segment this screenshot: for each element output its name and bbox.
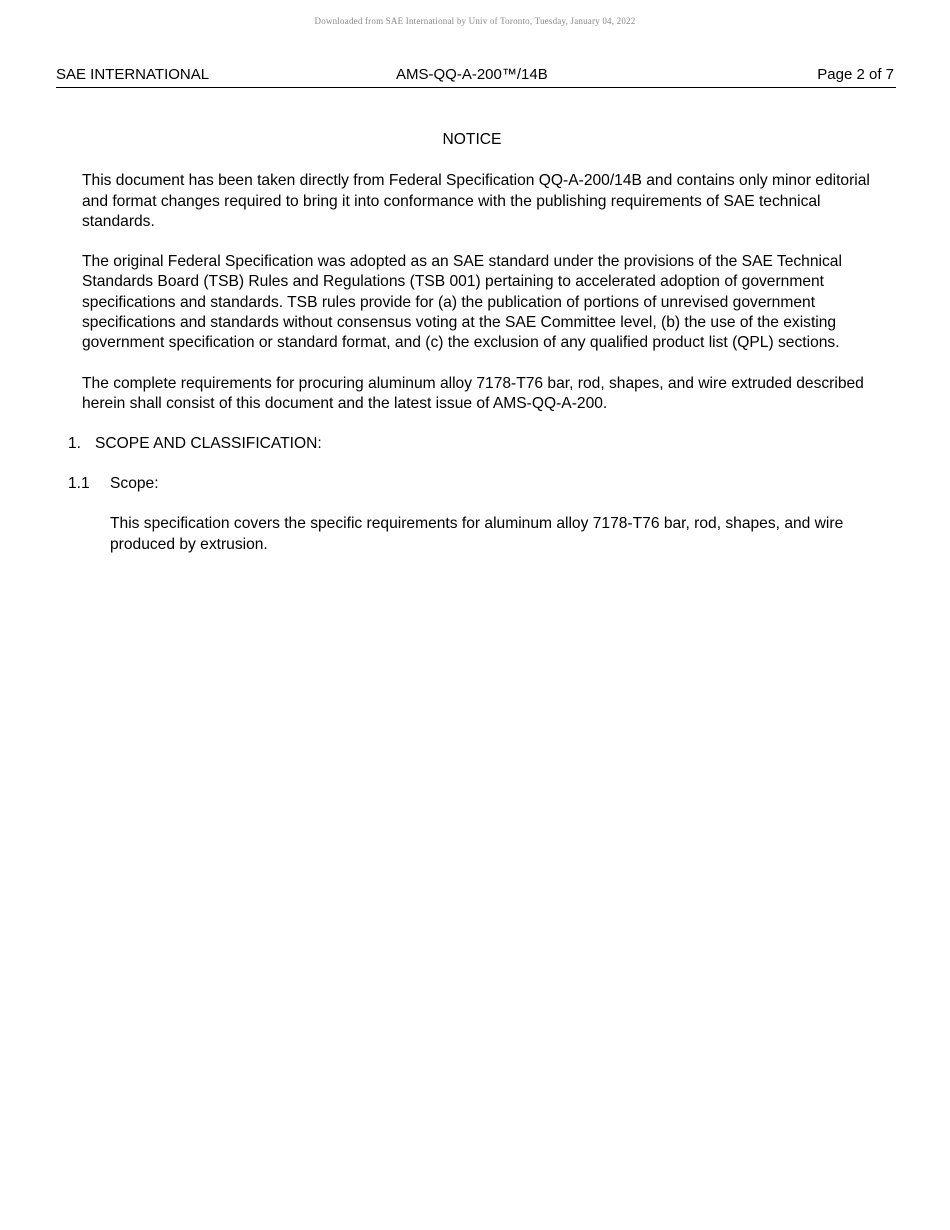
notice-heading: NOTICE <box>442 131 502 148</box>
section-title: Scope: <box>110 475 159 493</box>
section-title: SCOPE AND CLASSIFICATION: <box>95 435 322 453</box>
section-1-1-heading <box>0 474 950 494</box>
notice-paragraph: This document has been taken directly from Federal Specification QQ-A-200/14B and contains only minor editorial and format changes required to bring it into conformance with the publishing requirements of SAE technical standards. <box>82 172 870 230</box>
scope-paragraph: This specification covers the specific requirements for aluminum alloy 7178-T76 bar, rod, shapes, and wire produced by extrusion. <box>110 515 844 553</box>
download-watermark: Downloaded from SAE International by Univ of Toronto, Tuesday, January 04, 2022 <box>314 16 636 26</box>
section-number: 1. <box>68 435 82 453</box>
section-number: 1.1 <box>68 475 90 493</box>
document-body <box>0 130 950 575</box>
header-organization: SAE INTERNATIONAL <box>56 66 210 83</box>
section-1-heading <box>0 434 950 454</box>
notice-paragraph: The original Federal Specification was adopted as an SAE standard under the provisions of the SAE Technical Standards Board (TSB) Rules and Regulations (TSB 001) pertaining to accelerated adoption of government specifications and standards. TSB rules provide for (a) the publication of portions of unrevised government specifications and standards without consensus voting at the SAE Committee level, (b) the use of the existing government specification or standard format, and (c) the exclusion of any qualified product list (QPL) sections. <box>82 253 842 352</box>
header-document-id: AMS-QQ-A-200™/14B <box>396 66 548 83</box>
header-page-number: Page 2 of 7 <box>817 66 894 83</box>
page-header <box>56 66 896 88</box>
notice-paragraph: The complete requirements for procuring aluminum alloy 7178-T76 bar, rod, shapes, and wire extruded described herein shall consist of this document and the latest issue of AMS-QQ-A-200. <box>82 374 864 412</box>
